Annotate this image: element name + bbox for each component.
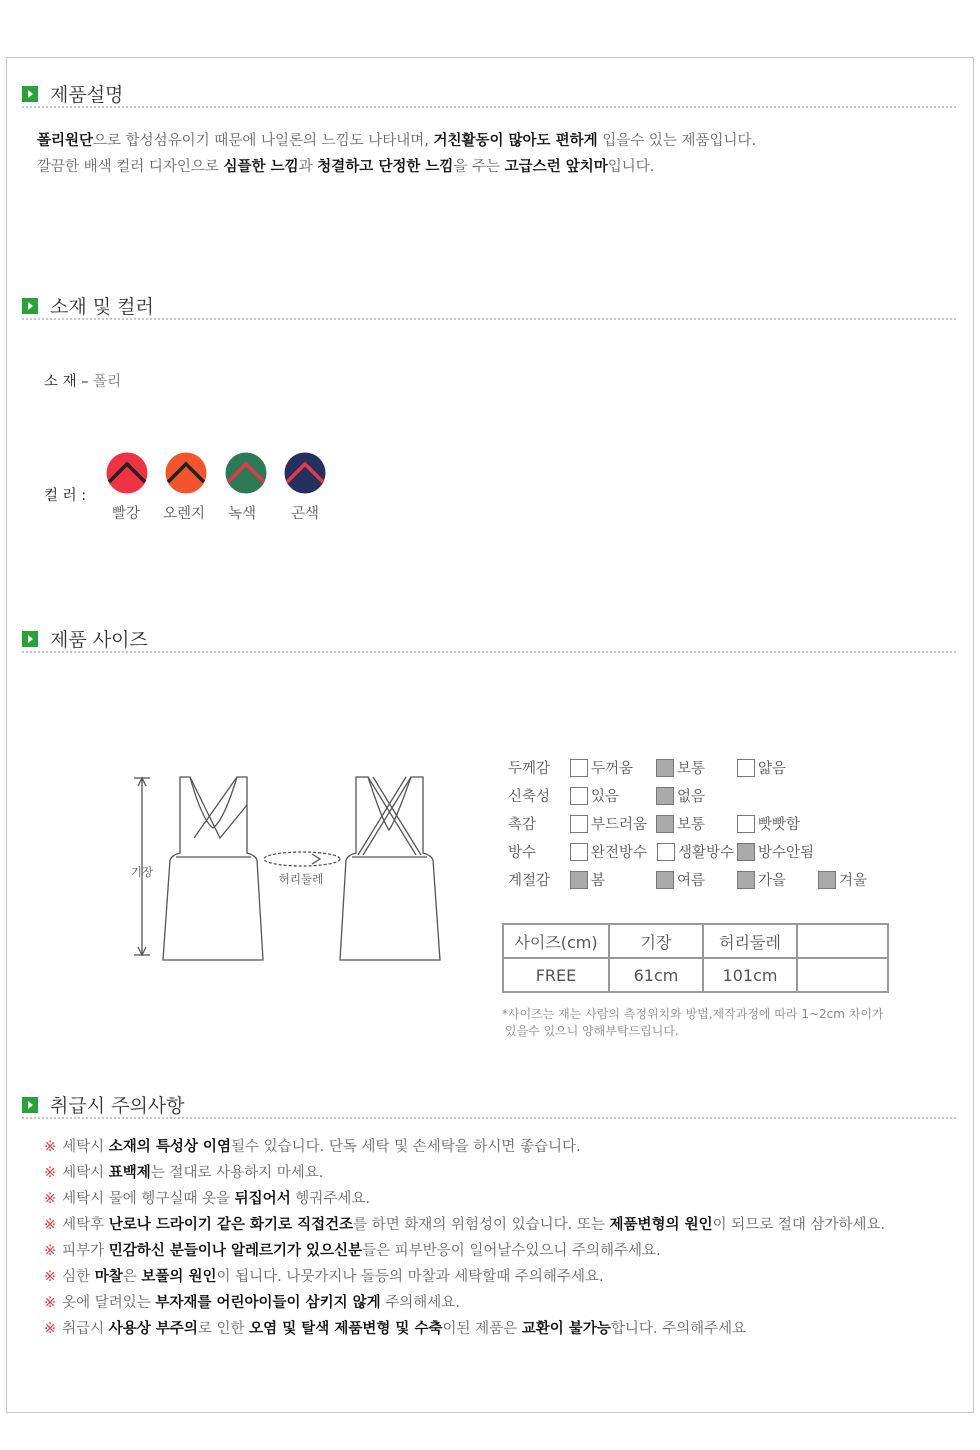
size-note xyxy=(502,1006,884,1040)
option-text: 있음 xyxy=(591,789,620,805)
table-row xyxy=(503,958,888,992)
checkbox[interactable] xyxy=(570,871,588,889)
option-text: 여름 xyxy=(677,873,706,889)
care-text: 이 되므로 절대 삼가하세요. xyxy=(712,1217,886,1233)
warning-mark-icon: ※ xyxy=(44,1191,57,1207)
section-title-size xyxy=(22,625,148,652)
care-text: 옷에 달려있는 xyxy=(62,1295,156,1311)
size-note-line: 있을수 있으니 양해부탁드립니다. xyxy=(505,1024,679,1038)
care-text: 은 xyxy=(122,1269,142,1285)
care-text: 들은 피부반응이 일어날수있으니 주의해주세요. xyxy=(362,1243,661,1259)
gauge-option[interactable] xyxy=(737,757,786,778)
color-swatch-red[interactable] xyxy=(106,452,148,494)
section-title-text: 취급시 주의사항 xyxy=(50,1095,185,1117)
checkbox[interactable] xyxy=(570,815,588,833)
care-bold: 소재의 특성상 이염 xyxy=(108,1139,231,1155)
section-title-text: 소재 및 컬러 xyxy=(50,296,154,318)
gauge-option[interactable] xyxy=(656,757,705,778)
care-bold: 표백제 xyxy=(108,1165,151,1181)
checkbox[interactable] xyxy=(737,759,755,777)
gauge-option[interactable] xyxy=(737,813,800,834)
apron-diagram xyxy=(120,760,450,970)
desc-text: 입을수 있는 제품입니다. xyxy=(597,133,757,149)
option-text: 두꺼움 xyxy=(591,761,634,777)
color-name: 빨강 xyxy=(111,506,140,522)
care-bold: 부자재를 어린아이들이 삼키지 않게 xyxy=(155,1295,381,1311)
care-bold: 교환이 불가능 xyxy=(521,1321,611,1337)
material-label: 소 재 – xyxy=(44,374,89,390)
care-item xyxy=(44,1317,746,1338)
care-bold: 마찰 xyxy=(94,1269,123,1285)
warning-mark-icon: ※ xyxy=(44,1243,57,1259)
warning-mark-icon: ※ xyxy=(44,1165,57,1181)
care-item xyxy=(44,1291,460,1312)
checkbox[interactable] xyxy=(737,871,755,889)
gauge-label: 촉감 xyxy=(508,817,537,833)
section-arrow-icon xyxy=(22,86,38,102)
care-text: 취급시 xyxy=(62,1321,109,1337)
gauge-option[interactable] xyxy=(656,869,705,890)
description-line-2 xyxy=(37,154,756,180)
section-arrow-icon xyxy=(22,631,38,647)
size-note-line: *사이즈는 재는 사람의 측정위치와 방법,제작과정에 따라 1~2cm 차이가 xyxy=(502,1007,884,1021)
section-title-care xyxy=(22,1091,185,1118)
warning-mark-icon: ※ xyxy=(44,1321,57,1337)
gauge-option[interactable] xyxy=(570,785,619,806)
table-cell: 101cm xyxy=(703,958,797,992)
divider xyxy=(22,318,956,320)
desc-text: 입니다. xyxy=(607,159,655,175)
description-line-1 xyxy=(37,128,756,154)
table-header-cell xyxy=(797,924,888,958)
care-item xyxy=(44,1161,323,1182)
option-text: 겨울 xyxy=(839,873,868,889)
care-bold: 사용상 부주의 xyxy=(108,1321,198,1337)
gauge-option[interactable] xyxy=(656,813,705,834)
option-text: 방수안됨 xyxy=(758,845,815,861)
care-text: 헹궈주세요. xyxy=(290,1191,370,1207)
checkbox[interactable] xyxy=(656,759,674,777)
waist-measure-ellipse xyxy=(264,852,340,866)
checkbox[interactable] xyxy=(656,871,674,889)
desc-text: 을 주는 xyxy=(453,159,505,175)
checkbox[interactable] xyxy=(570,787,588,805)
checkbox[interactable] xyxy=(656,787,674,805)
description-text xyxy=(37,128,756,180)
divider xyxy=(22,651,956,653)
gauge-option[interactable] xyxy=(570,841,647,862)
care-bold: 오염 및 탈색 제품변형 및 수축 xyxy=(249,1321,443,1337)
section-arrow-icon xyxy=(22,298,38,314)
option-text: 없음 xyxy=(677,789,706,805)
section-title-text: 제품 사이즈 xyxy=(50,629,148,651)
gauge-option[interactable] xyxy=(737,841,814,862)
gauge-label: 방수 xyxy=(508,845,537,861)
color-label: 컬 러 : xyxy=(44,488,87,504)
care-text: 세탁시 xyxy=(62,1165,109,1181)
desc-bold: 거친활동이 많아도 편하게 xyxy=(433,133,598,149)
checkbox[interactable] xyxy=(818,871,836,889)
size-table xyxy=(502,923,889,993)
warning-mark-icon: ※ xyxy=(44,1269,57,1285)
care-text: 이 됩니다. 나뭇가지나 돌등의 마찰과 세탁할때 주의해주세요. xyxy=(216,1269,604,1285)
color-swatch-navy[interactable] xyxy=(284,452,326,494)
section-title-material xyxy=(22,292,154,319)
checkbox[interactable] xyxy=(570,759,588,777)
gauge-label: 계절감 xyxy=(508,873,551,889)
waist-label: 허리둘레 xyxy=(278,872,324,886)
checkbox[interactable] xyxy=(737,843,755,861)
option-text: 가을 xyxy=(758,873,787,889)
color-swatch-green[interactable] xyxy=(225,452,267,494)
section-title-text: 제품설명 xyxy=(50,84,124,106)
checkbox[interactable] xyxy=(657,843,675,861)
table-cell: 61cm xyxy=(609,958,703,992)
care-text: 를 하면 화재의 위험성이 있습니다. 또는 xyxy=(353,1217,610,1233)
care-bold: 보풀의 원인 xyxy=(141,1269,217,1285)
care-bold: 민감하신 분들이나 알레르기가 있으신분 xyxy=(108,1243,363,1259)
desc-bold: 고급스런 앞치마 xyxy=(504,159,608,175)
section-arrow-icon xyxy=(22,1097,38,1113)
checkbox[interactable] xyxy=(570,843,588,861)
gauge-option[interactable] xyxy=(657,841,734,862)
warning-mark-icon: ※ xyxy=(44,1139,57,1155)
option-text: 봄 xyxy=(591,873,606,889)
page-frame xyxy=(6,57,974,1413)
gauge-option[interactable] xyxy=(656,785,705,806)
gauge-option[interactable] xyxy=(570,869,605,890)
checkbox[interactable] xyxy=(737,815,755,833)
care-bold: 뒤집어서 xyxy=(234,1191,291,1207)
care-text: 이된 제품은 xyxy=(442,1321,522,1337)
care-text: 는 절대로 사용하지 마세요. xyxy=(150,1165,324,1181)
care-text: 피부가 xyxy=(62,1243,109,1259)
material-row xyxy=(44,370,121,391)
care-text: 세탁후 xyxy=(62,1217,109,1233)
apron-front xyxy=(163,777,263,960)
option-text: 빳빳함 xyxy=(758,817,801,833)
care-item xyxy=(44,1213,885,1234)
option-text: 얇음 xyxy=(758,761,787,777)
checkbox[interactable] xyxy=(656,815,674,833)
material-value: 폴리 xyxy=(93,374,122,390)
option-text: 생활방수 xyxy=(678,845,735,861)
care-text: 될수 있습니다. 단독 세탁 및 손세탁을 하시면 좋습니다. xyxy=(230,1139,581,1155)
table-header-cell: 허리둘레 xyxy=(703,924,797,958)
color-swatch-orange[interactable] xyxy=(165,452,207,494)
option-text: 보통 xyxy=(677,761,706,777)
care-item xyxy=(44,1265,604,1286)
desc-text: 깔끔한 배색 컬러 디자인으로 xyxy=(37,159,224,175)
table-header-cell: 사이즈(cm) xyxy=(503,924,609,958)
warning-mark-icon: ※ xyxy=(44,1217,57,1233)
desc-bold: 심플한 느낌 xyxy=(223,159,299,175)
size-table-header xyxy=(503,924,888,958)
option-text: 보통 xyxy=(677,817,706,833)
gauge-label: 신축성 xyxy=(508,789,551,805)
table-cell: FREE xyxy=(503,958,609,992)
desc-bold: 청결하고 단정한 느낌 xyxy=(317,159,454,175)
care-text: 심한 xyxy=(62,1269,95,1285)
care-text: 합니다. 주의해주세요 xyxy=(610,1321,747,1337)
care-bold: 제품변형의 원인 xyxy=(609,1217,713,1233)
care-text: 세탁시 xyxy=(62,1139,109,1155)
option-text: 완전방수 xyxy=(591,845,648,861)
length-label: 기장 xyxy=(130,865,154,879)
gauge-option[interactable] xyxy=(737,869,786,890)
care-bold: 난로나 드라이기 같은 화기로 직접건조 xyxy=(108,1217,354,1233)
care-text: 세탁시 물에 헹구실때 옷을 xyxy=(62,1191,235,1207)
care-item xyxy=(44,1135,581,1156)
table-cell xyxy=(797,958,888,992)
gauge-option[interactable] xyxy=(818,869,867,890)
gauge-option[interactable] xyxy=(570,757,633,778)
warning-mark-icon: ※ xyxy=(44,1295,57,1311)
care-text: 주의해세요. xyxy=(380,1295,460,1311)
care-text: 로 인한 xyxy=(197,1321,250,1337)
divider xyxy=(22,1117,956,1119)
care-item xyxy=(44,1187,370,1208)
divider xyxy=(22,106,956,108)
color-name: 녹색 xyxy=(227,506,256,522)
gauge-label: 두께감 xyxy=(508,761,551,777)
color-name: 오렌지 xyxy=(162,506,206,522)
table-header-cell: 기장 xyxy=(609,924,703,958)
desc-bold: 폴리원단 xyxy=(37,133,94,149)
desc-text: 과 xyxy=(298,159,318,175)
color-name: 곤색 xyxy=(290,506,319,522)
desc-text: 으로 합성섬유이기 때문에 나일론의 느낌도 나타내며, xyxy=(93,133,434,149)
option-text: 부드러움 xyxy=(591,817,648,833)
section-title-description xyxy=(22,80,123,107)
gauge-option[interactable] xyxy=(570,813,647,834)
care-item xyxy=(44,1239,661,1260)
